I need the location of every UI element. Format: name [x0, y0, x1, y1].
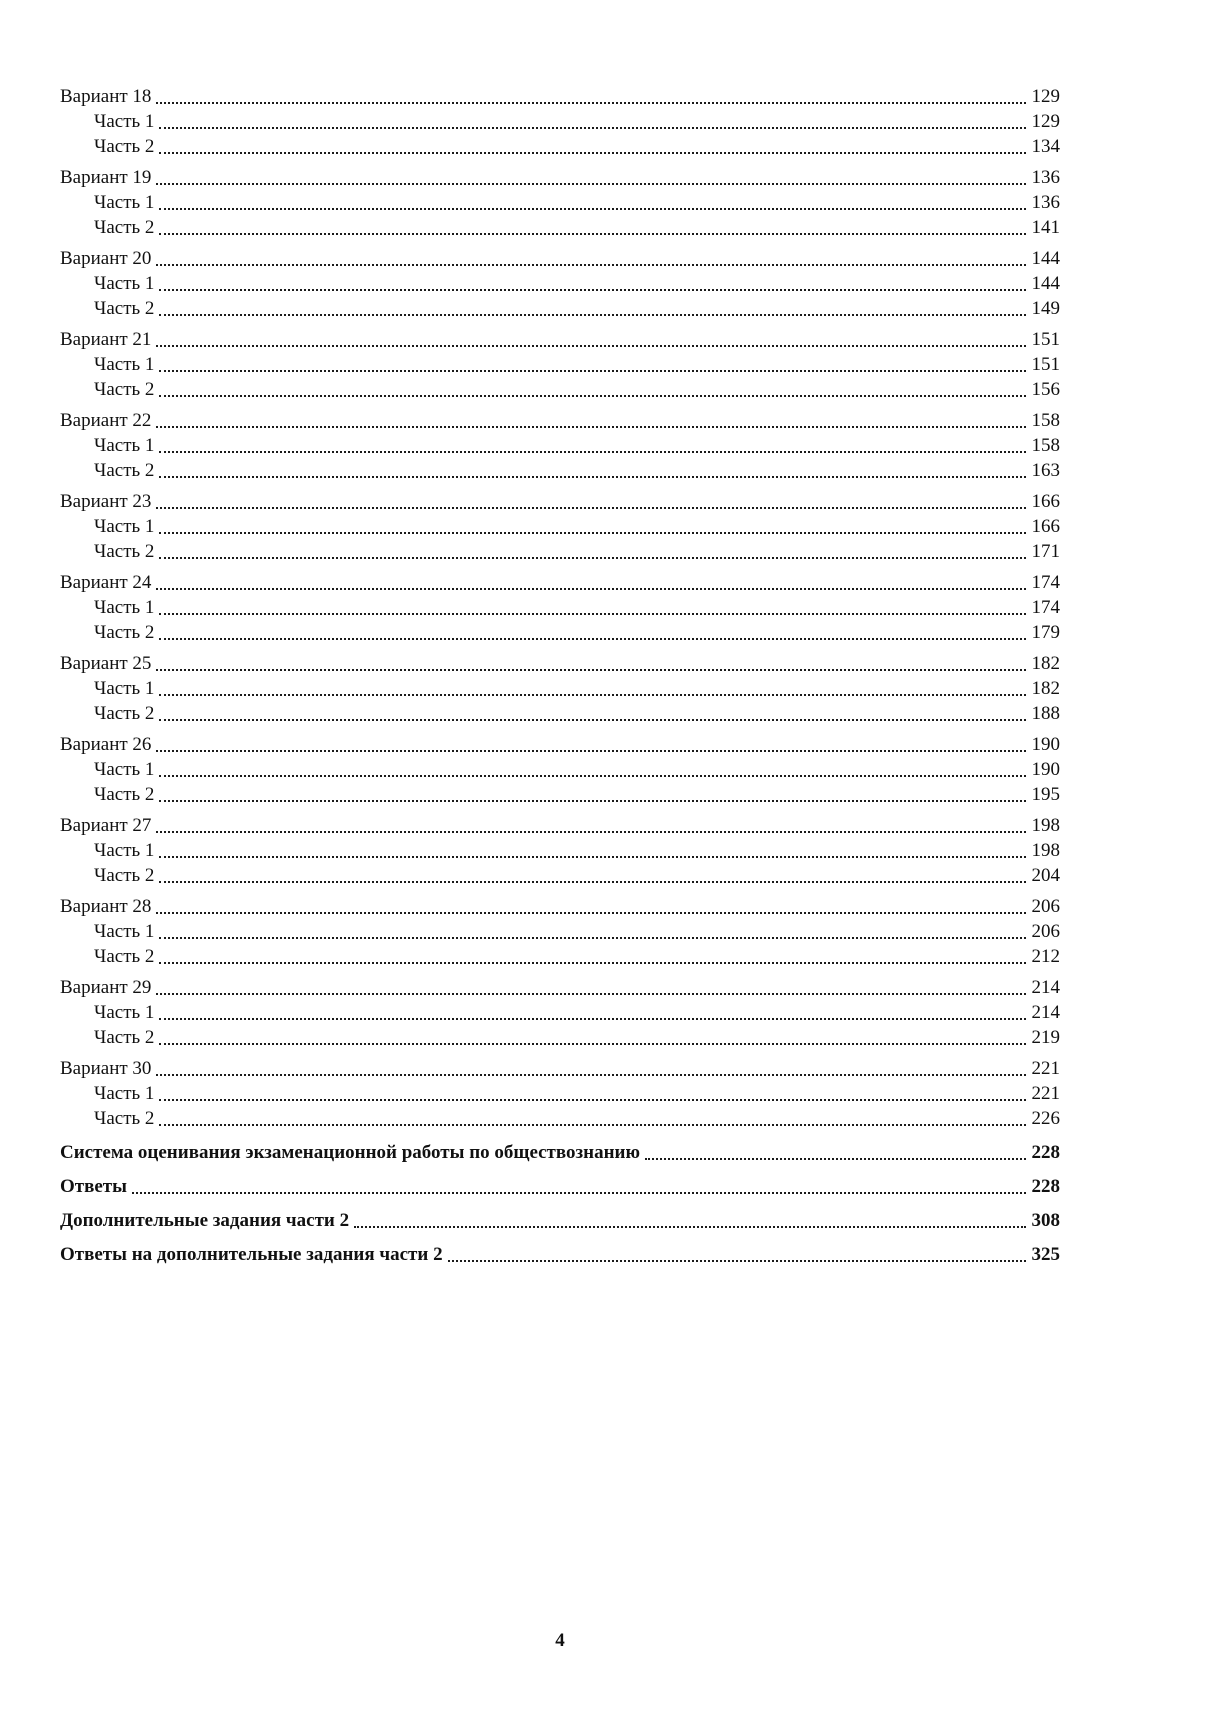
toc-entry-label: Часть 2	[94, 1027, 155, 1048]
toc-entry	[60, 570, 1060, 595]
toc-entry-page: 174	[1031, 597, 1060, 618]
toc-entry-label: Часть 2	[94, 541, 155, 562]
toc-entry-label: Дополнительные задания части 2	[60, 1210, 350, 1231]
dotted-leader	[159, 1043, 1025, 1045]
toc-entry	[60, 838, 1060, 863]
toc-entry	[60, 1081, 1060, 1106]
dotted-leader	[159, 233, 1025, 235]
toc-entry	[60, 408, 1060, 433]
toc-entry	[60, 595, 1060, 620]
toc-entry-page: 198	[1031, 815, 1060, 836]
dotted-leader	[159, 962, 1025, 964]
toc-entry-label: Система оценивания экзаменационной работы по обществознанию	[60, 1142, 641, 1163]
toc-entry	[60, 1025, 1060, 1050]
toc-entry-page: 166	[1031, 491, 1060, 512]
toc-entry-label: Часть 1	[94, 678, 155, 699]
toc-entry	[60, 944, 1060, 969]
toc-entry	[60, 165, 1060, 190]
dotted-leader	[159, 557, 1025, 559]
dotted-leader	[156, 993, 1025, 995]
toc-entry-label: Часть 2	[94, 217, 155, 238]
dotted-leader	[159, 775, 1025, 777]
dotted-leader	[156, 426, 1025, 428]
toc-entry-page: 212	[1031, 946, 1060, 967]
dotted-leader	[159, 1124, 1025, 1126]
toc-entry-label: Ответы на дополнительные задания части 2	[60, 1244, 443, 1265]
page-number: 4	[555, 1630, 565, 1651]
dotted-leader	[159, 208, 1025, 210]
toc-entry	[60, 732, 1060, 757]
toc-entry-page: 195	[1031, 784, 1060, 805]
dotted-leader	[159, 937, 1025, 939]
toc-entry-label: Часть 2	[94, 703, 155, 724]
toc-entry-page: 136	[1031, 192, 1060, 213]
toc-entry	[60, 701, 1060, 726]
toc-entry	[60, 215, 1060, 240]
toc-entry-label: Вариант 26	[60, 734, 152, 755]
toc-entry	[60, 458, 1060, 483]
toc-entry-label: Вариант 22	[60, 410, 152, 431]
toc-entry	[60, 782, 1060, 807]
toc-entry-label: Часть 1	[94, 516, 155, 537]
dotted-leader	[159, 613, 1025, 615]
dotted-leader	[159, 532, 1025, 534]
toc-entry-label: Часть 2	[94, 136, 155, 157]
toc-entry	[60, 327, 1060, 352]
toc-entry-page: 228	[1031, 1176, 1060, 1197]
toc-entry	[60, 894, 1060, 919]
toc-entry-page: 141	[1031, 217, 1060, 238]
toc-entry-label: Часть 1	[94, 273, 155, 294]
toc-entry	[60, 757, 1060, 782]
dotted-leader	[159, 314, 1025, 316]
toc-entry	[60, 1106, 1060, 1131]
dotted-leader	[159, 451, 1025, 453]
toc-entry-label: Часть 1	[94, 354, 155, 375]
toc-entry-label: Вариант 21	[60, 329, 152, 350]
toc-entry-label: Часть 1	[94, 111, 155, 132]
dotted-leader	[159, 694, 1025, 696]
toc-entry-page: 204	[1031, 865, 1060, 886]
toc-entry-label: Вариант 29	[60, 977, 152, 998]
dotted-leader	[159, 881, 1025, 883]
toc-entry-label: Часть 2	[94, 622, 155, 643]
toc-entry	[60, 651, 1060, 676]
dotted-leader	[448, 1260, 1026, 1262]
toc-entry-label: Вариант 24	[60, 572, 152, 593]
toc-entry	[60, 620, 1060, 645]
dotted-leader	[159, 1099, 1025, 1101]
dotted-leader	[159, 370, 1025, 372]
toc-entry	[60, 1140, 1060, 1165]
toc-entry-label: Часть 1	[94, 1083, 155, 1104]
toc-entry-label: Часть 2	[94, 379, 155, 400]
toc-entry-label: Часть 2	[94, 298, 155, 319]
toc-entry-label: Часть 1	[94, 597, 155, 618]
toc-entry	[60, 271, 1060, 296]
toc-entry-page: 226	[1031, 1108, 1060, 1129]
dotted-leader	[156, 507, 1025, 509]
toc-entry-label: Часть 2	[94, 865, 155, 886]
toc-entry-label: Часть 1	[94, 840, 155, 861]
dotted-leader	[159, 395, 1025, 397]
toc-entry-label: Вариант 28	[60, 896, 152, 917]
toc-entry-label: Вариант 20	[60, 248, 152, 269]
toc-entry-page: 206	[1031, 921, 1060, 942]
toc-entry	[60, 539, 1060, 564]
toc-entry-page: 188	[1031, 703, 1060, 724]
dotted-leader	[156, 264, 1025, 266]
toc-entry-page: 151	[1031, 329, 1060, 350]
dotted-leader	[156, 183, 1025, 185]
toc-entry-label: Вариант 23	[60, 491, 152, 512]
toc-entry	[60, 1242, 1060, 1267]
dotted-leader	[156, 588, 1025, 590]
toc-entry-label: Вариант 30	[60, 1058, 152, 1079]
dotted-leader	[156, 831, 1025, 833]
toc-entry-page: 174	[1031, 572, 1060, 593]
toc-entry-page: 134	[1031, 136, 1060, 157]
toc-entry-label: Часть 1	[94, 759, 155, 780]
toc-entry	[60, 919, 1060, 944]
toc-entry-label: Часть 1	[94, 192, 155, 213]
dotted-leader	[159, 127, 1025, 129]
toc-entry-label: Часть 1	[94, 921, 155, 942]
toc-entry-page: 228	[1031, 1142, 1060, 1163]
toc-entry-page: 158	[1031, 435, 1060, 456]
toc-entry	[60, 296, 1060, 321]
dotted-leader	[132, 1192, 1026, 1194]
toc-entry-page: 158	[1031, 410, 1060, 431]
toc-entry-label: Часть 2	[94, 784, 155, 805]
toc-entry-page: 214	[1031, 977, 1060, 998]
toc-entry	[60, 1208, 1060, 1233]
toc-entry	[60, 676, 1060, 701]
dotted-leader	[159, 476, 1025, 478]
dotted-leader	[156, 1074, 1025, 1076]
toc-entry-label: Часть 2	[94, 1108, 155, 1129]
toc-entry-page: 129	[1031, 111, 1060, 132]
toc-entry-page: 325	[1031, 1244, 1060, 1265]
dotted-leader	[645, 1158, 1025, 1160]
toc-entry	[60, 190, 1060, 215]
dotted-leader	[156, 750, 1025, 752]
toc-entry-page: 190	[1031, 734, 1060, 755]
toc-entry	[60, 377, 1060, 402]
toc-entry-page: 308	[1031, 1210, 1060, 1231]
toc-entry-page: 221	[1031, 1058, 1060, 1079]
dotted-leader	[159, 719, 1025, 721]
toc-entry-page: 156	[1031, 379, 1060, 400]
dotted-leader	[156, 669, 1025, 671]
toc-entry-page: 214	[1031, 1002, 1060, 1023]
table-of-contents	[60, 84, 1060, 1267]
toc-entry-page: 179	[1031, 622, 1060, 643]
dotted-leader	[159, 856, 1025, 858]
dotted-leader	[159, 800, 1025, 802]
toc-entry-label: Вариант 19	[60, 167, 152, 188]
toc-entry-page: 219	[1031, 1027, 1060, 1048]
toc-entry	[60, 109, 1060, 134]
toc-entry	[60, 489, 1060, 514]
toc-entry-page: 149	[1031, 298, 1060, 319]
toc-entry-page: 221	[1031, 1083, 1060, 1104]
dotted-leader	[156, 912, 1025, 914]
dotted-leader	[156, 102, 1025, 104]
toc-entry-page: 144	[1031, 273, 1060, 294]
toc-entry-page: 198	[1031, 840, 1060, 861]
toc-entry-label: Часть 1	[94, 1002, 155, 1023]
toc-entry	[60, 813, 1060, 838]
toc-entry-label: Вариант 27	[60, 815, 152, 836]
toc-entry-page: 206	[1031, 896, 1060, 917]
toc-entry-label: Часть 2	[94, 460, 155, 481]
dotted-leader	[159, 152, 1025, 154]
dotted-leader	[156, 345, 1025, 347]
dotted-leader	[159, 1018, 1025, 1020]
toc-entry-label: Вариант 18	[60, 86, 152, 107]
toc-entry-page: 182	[1031, 678, 1060, 699]
toc-entry-label: Ответы	[60, 1176, 127, 1197]
toc-entry-page: 171	[1031, 541, 1060, 562]
toc-entry-page: 166	[1031, 516, 1060, 537]
toc-entry	[60, 433, 1060, 458]
toc-entry-page: 163	[1031, 460, 1060, 481]
dotted-leader	[159, 289, 1025, 291]
toc-entry	[60, 352, 1060, 377]
toc-entry-page: 129	[1031, 86, 1060, 107]
toc-entry-page: 136	[1031, 167, 1060, 188]
toc-entry	[60, 514, 1060, 539]
toc-entry-page: 182	[1031, 653, 1060, 674]
toc-entry	[60, 1000, 1060, 1025]
toc-entry-label: Часть 1	[94, 435, 155, 456]
toc-entry	[60, 975, 1060, 1000]
dotted-leader	[354, 1226, 1025, 1228]
dotted-leader	[159, 638, 1025, 640]
toc-entry-label: Часть 2	[94, 946, 155, 967]
toc-entry-page: 151	[1031, 354, 1060, 375]
toc-entry	[60, 84, 1060, 109]
toc-entry-page: 144	[1031, 248, 1060, 269]
toc-entry	[60, 134, 1060, 159]
toc-entry-page: 190	[1031, 759, 1060, 780]
toc-entry	[60, 863, 1060, 888]
toc-entry	[60, 1056, 1060, 1081]
toc-entry-label: Вариант 25	[60, 653, 152, 674]
toc-entry	[60, 246, 1060, 271]
toc-entry	[60, 1174, 1060, 1199]
